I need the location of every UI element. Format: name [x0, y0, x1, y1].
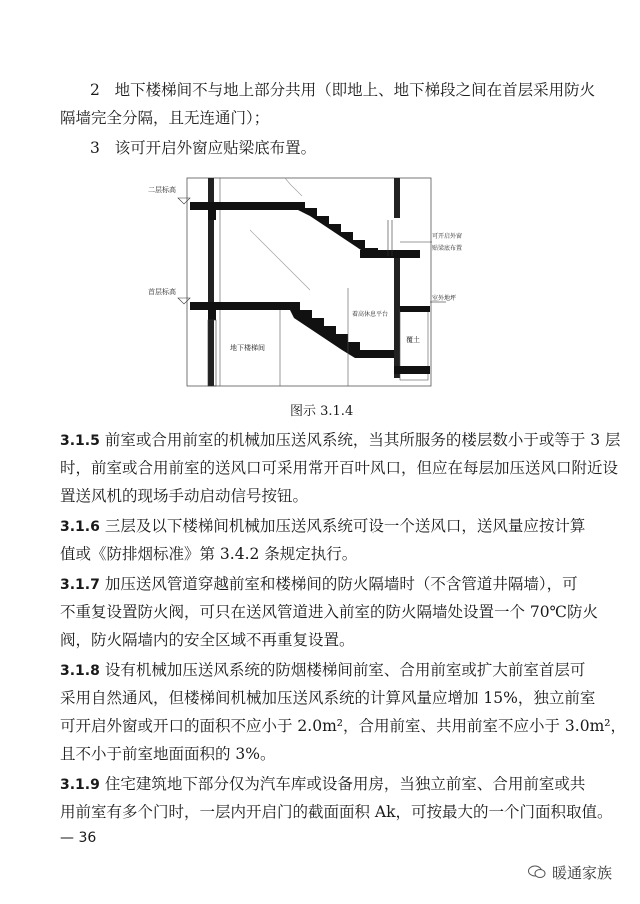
item-3-line [90, 138, 316, 158]
label-platform: 着高休息平台 [352, 311, 389, 318]
item-3-text: 该可开启外窗应贴梁底布置。 [114, 139, 317, 157]
right-wall-lower [394, 258, 400, 378]
label-floor1: 首层标高 [148, 288, 176, 296]
label-outdoor: 室外地坪 [432, 295, 457, 302]
s317-line-1: 3.1.7 加压送风管道穿越前室和楼梯间的防火隔墙时（不含管道井隔墙），可 [60, 575, 578, 593]
s319-line-1: 3.1.9 住宅建筑地下部分仅为汽车库或设备用房，当独立前室、合用前室或共 [60, 775, 586, 793]
label-stair: 地下楼梯间 [230, 344, 265, 352]
first-floor-slab [190, 302, 295, 310]
s316-line-1: 3.1.6 三层及以下楼梯间机械加压送风系统可设一个送风口，送风量应按计算 [60, 517, 586, 535]
label-window-2: 贴梁底布置 [432, 245, 463, 252]
s319-line-2: 用前室有多个门时，一层内开启门的截面面积 Ak，可按最大的一个门面积取值。 [60, 803, 613, 821]
s318-number: 3.1.8 [60, 663, 100, 679]
label-window-1: 可开启外窗 [432, 233, 463, 240]
page-number: — 36 [60, 830, 97, 846]
watermark-text: 暖通家族 [552, 864, 613, 882]
s315-line-3: 置送风机的现场手动启动信号按钮。 [60, 487, 309, 505]
mid-landing [360, 250, 420, 258]
s315-line-2: 时，前室或合用前室的送风口可采用常开百叶风口，但应在每层加压送风口附近设 [60, 459, 619, 477]
faint-stair-lines [250, 178, 310, 290]
first-floor-beam [208, 310, 216, 320]
label-floor2: 二层标高 [148, 186, 176, 194]
item-2-text: 地下楼梯间不与地上部分共用（即地上、地下梯段之间在首层采用防火 [114, 81, 596, 99]
right-wall-upper [394, 178, 400, 218]
s317-line-2: 不重复设置防火阀，可只在送风管道进入前室的防火隔墙处设置一个 70℃防火 [60, 603, 598, 621]
s315-number: 3.1.5 [60, 433, 100, 449]
item-2-line-2: 隔墙完全分隔，且无连通门）； [60, 109, 270, 127]
floor2-marker [178, 198, 190, 204]
label-soil: 覆土 [406, 336, 420, 344]
s318-line-4: 且不小于前室地面面积的 3%。 [60, 745, 276, 763]
base-slab [394, 366, 430, 374]
s318-line-1: 3.1.8 设有机械加压送风系统的防烟楼梯间前室、合用前室或扩大前室首层可 [60, 661, 586, 679]
s318-line-2: 采用自然通风，但楼梯间机械加压送风系统的计算风量应增加 15%，独立前室 [60, 689, 596, 707]
s316-number: 3.1.6 [60, 519, 100, 535]
s315-line-1: 3.1.5 前室或合用前室的机械加压送风系统，当其所服务的楼层数小于或等于 3 层 [60, 431, 621, 449]
s316-line-2: 值或《防排烟标准》第 3.4.2 条规定执行。 [60, 545, 358, 563]
item-3-number: 3 [90, 139, 100, 157]
s319-number: 3.1.9 [60, 777, 100, 793]
outdoor-grade [400, 306, 430, 312]
second-floor-slab [190, 202, 295, 210]
upper-stair-run [290, 202, 378, 256]
figure-caption: 图示 3.1.4 [290, 404, 354, 419]
floor1-marker [178, 298, 190, 304]
wechat-icon [528, 864, 546, 878]
item-2-line-1 [90, 80, 595, 100]
stair-section-figure [130, 170, 470, 392]
second-floor-beam [208, 210, 216, 220]
s317-line-3: 阀，防火隔墙内的安全区域不再重复设置。 [60, 631, 355, 649]
s318-line-3: 可开启外窗或开口的面积不应小于 2.0m²，合用前室、共用前室不应小于 3.0m²， [60, 717, 626, 735]
item-2-number: 2 [90, 81, 100, 99]
s317-number: 3.1.7 [60, 577, 100, 593]
